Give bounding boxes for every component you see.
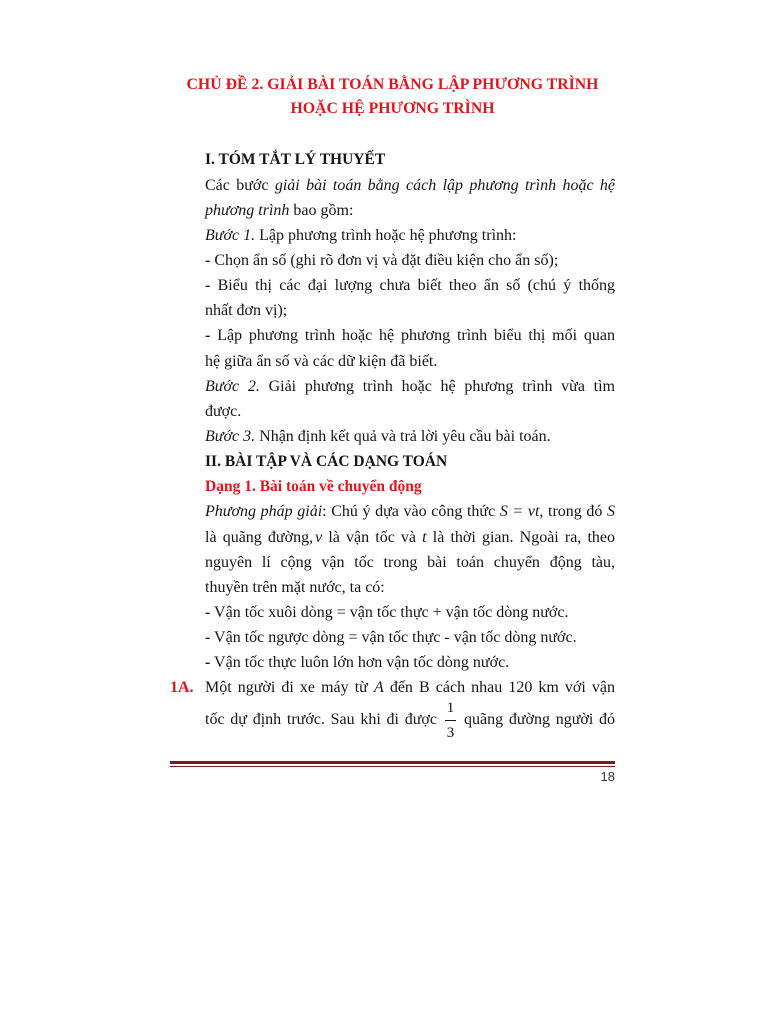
velocity-rule-text: Vận tốc ngược dòng = vận tốc thực - vận tốc dòng nước. (214, 629, 577, 647)
method-text: là thời gian. Ngoài ra, theo (432, 528, 615, 546)
method-text: trong đó (548, 503, 603, 521)
step-1-item-text: Biểu thị các đại lượng chưa biết theo ẩn số (chú ý thống (217, 277, 616, 295)
body-text (170, 147, 615, 740)
step-2-line (170, 374, 615, 399)
problem-text: tốc dự định trước. Sau khi đi được (205, 711, 437, 729)
step-1-item-text: Lập phương trình hoặc hệ phương trình biểu thị mối quan (217, 327, 616, 345)
step-1-item (170, 273, 615, 298)
velocity-rule (170, 650, 615, 675)
step-1-item-continuation: nhất đơn vị); (205, 302, 288, 320)
problem-1a-line (170, 675, 615, 700)
method-text: là quãng đường, (205, 528, 314, 546)
problem-text: đến B cách nhau 120 km với vận (389, 679, 616, 697)
velocity-rule-text: Vận tốc xuôi dòng = vận tốc thực + vận tốc dòng nước. (214, 603, 569, 621)
bullet-dash: - (205, 251, 211, 269)
step-3-text: Nhận định kết quả và trả lời yêu cầu bài toán. (259, 427, 551, 445)
fraction-denominator: 3 (446, 725, 455, 742)
bullet-dash: - (205, 603, 211, 621)
problem-type-heading: Dạng 1. Bài toán về chuyển động (205, 478, 422, 496)
page-number: 18 (600, 769, 615, 784)
variable-s: S (607, 503, 616, 521)
step-2-label: Bước 2. (205, 377, 260, 395)
method-label: Phương pháp giải (205, 503, 323, 521)
intro-italic-phrase: giải bài toán bằng cách lập phương trình hoặc hệ (274, 176, 616, 194)
intro-italic-phrase: phương trình (205, 201, 290, 219)
step-1-item-continuation: hệ giữa ẩn số và các dữ kiện đã biết. (205, 352, 438, 370)
method-line (170, 499, 615, 524)
method-line: nguyên lí cộng vận tốc trong bài toán chuyển động tàu, (205, 553, 615, 571)
intro-lead: Các bước (205, 176, 269, 194)
fraction-one-third (445, 700, 457, 741)
step-1-item (170, 248, 615, 273)
method-line: thuyền trên mặt nước, ta có: (205, 578, 385, 596)
page-content (170, 73, 615, 740)
section-heading-theory: I. TÓM TẮT LÝ THUYẾT (205, 151, 386, 169)
fraction-numerator: 1 (445, 700, 457, 721)
method-text: : Chú ý dựa vào công thức (322, 503, 496, 521)
step-2-text: Giải phương trình hoặc hệ phương trình vừa tìm (268, 377, 615, 395)
velocity-rule-text: Vận tốc thực luôn lớn hơn vận tốc dòng nước. (214, 654, 510, 672)
step-1-line (170, 223, 615, 248)
intro-tail: bao gồm: (293, 201, 354, 219)
chapter-title-line-2: HOẶC HỆ PHƯƠNG TRÌNH (290, 100, 495, 117)
footer-rule-thin (170, 766, 615, 767)
problem-text: Một người đi xe máy từ (205, 679, 368, 697)
step-3-label: Bước 3. (205, 427, 256, 445)
step-3-line (170, 424, 615, 449)
velocity-rule (170, 600, 615, 625)
step-1-text: Lập phương trình hoặc hệ phương trình: (259, 226, 517, 244)
bullet-dash: - (205, 327, 211, 345)
problem-text: quãng đường người đó (463, 711, 616, 729)
step-1-item (170, 323, 615, 348)
chapter-title (170, 73, 615, 121)
intro-line (170, 173, 615, 198)
problem-label: 1A. (170, 679, 194, 697)
velocity-rule (170, 625, 615, 650)
problem-1a-line (170, 700, 615, 740)
variable-v: v (315, 528, 323, 546)
intro-line (170, 198, 615, 223)
step-1-label: Bước 1. (205, 226, 256, 244)
point-a: A (373, 679, 384, 697)
bullet-dash: - (205, 277, 211, 295)
footer-rule-thick (170, 761, 615, 764)
method-text: là vận tốc và (328, 528, 417, 546)
step-1-item-text: Chọn ẩn số (ghi rõ đơn vị và đặt điều kiện cho ẩn số); (214, 251, 559, 269)
step-2-continuation: được. (205, 402, 242, 420)
distance-formula: S = vt, (499, 503, 544, 521)
bullet-dash: - (205, 654, 211, 672)
method-line (170, 525, 615, 550)
variable-t: t (422, 528, 427, 546)
bullet-dash: - (205, 629, 211, 647)
chapter-title-line-1: CHỦ ĐỀ 2. GIẢI BÀI TOÁN BẰNG LẬP PHƯƠNG TRÌNH (186, 76, 599, 93)
section-heading-exercises: II. BÀI TẬP VÀ CÁC DẠNG TOÁN (205, 453, 448, 471)
